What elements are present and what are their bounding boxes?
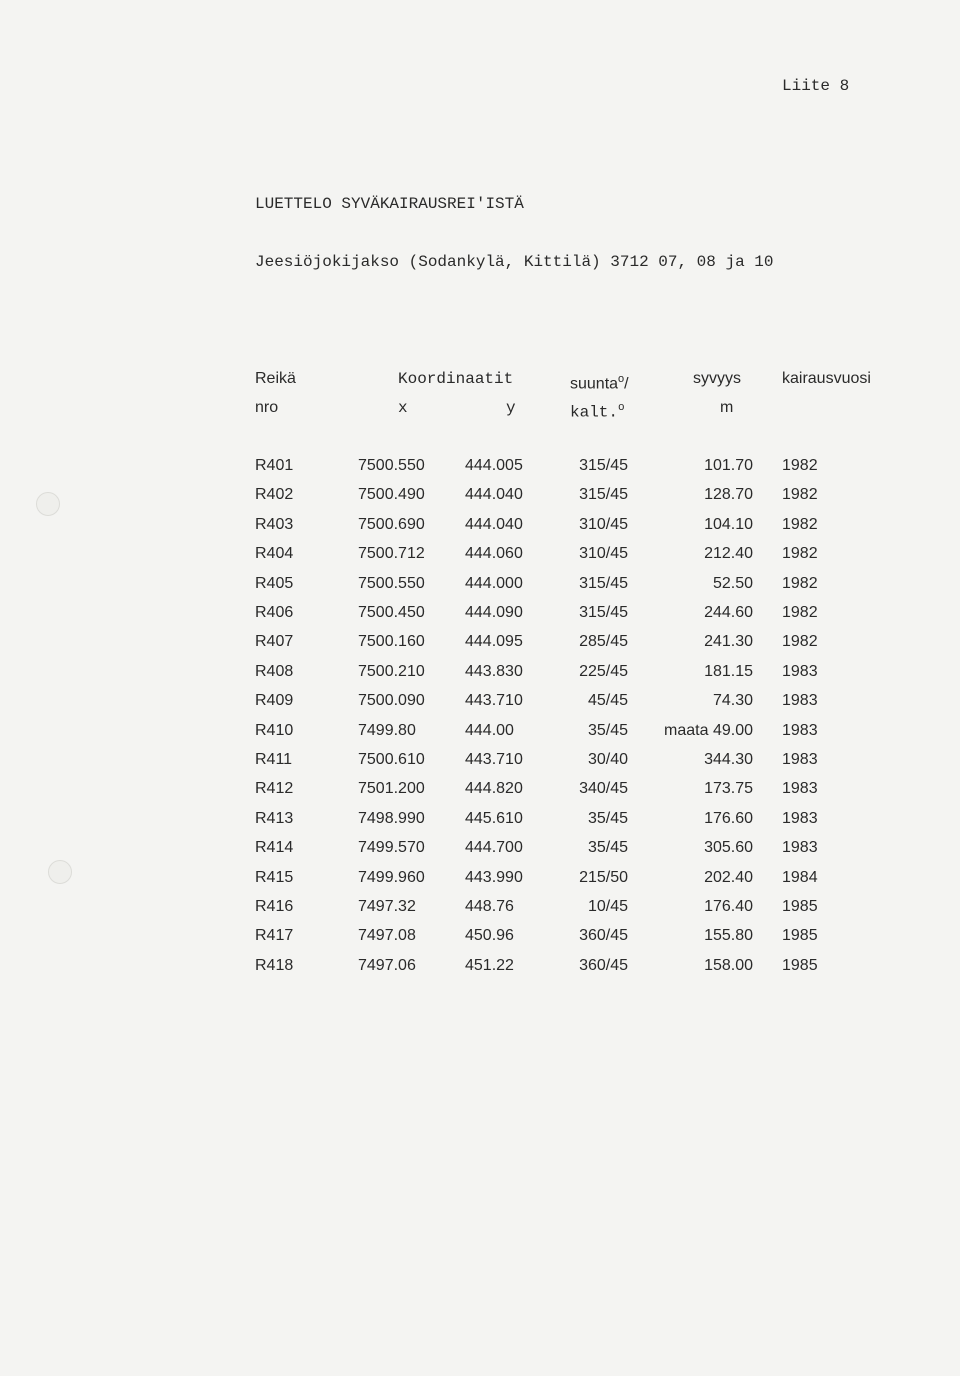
cell-y: 443.830 bbox=[465, 663, 523, 680]
cell-x: 7500.210 bbox=[358, 663, 425, 680]
cell-y: 444.060 bbox=[465, 545, 523, 562]
cell-depth: 74.30 bbox=[712, 692, 753, 709]
cell-hole-id: R415 bbox=[255, 869, 294, 886]
header-depth: syvyys bbox=[693, 370, 741, 387]
cell-hole-id: R416 bbox=[255, 898, 294, 915]
cell-direction: 225/45 bbox=[579, 663, 628, 680]
cell-hole-id: R412 bbox=[255, 780, 294, 797]
cell-x: 7500.550 bbox=[358, 457, 425, 474]
header-hole: Reikä bbox=[255, 370, 296, 387]
document-subtitle: Jeesiöjokijakso (Sodankylä, Kittilä) 3712 07, 08 ja 10 bbox=[255, 253, 774, 271]
header-number: nro bbox=[255, 399, 279, 416]
header-direction-slash: / bbox=[624, 375, 629, 393]
cell-hole-id: R417 bbox=[255, 927, 294, 944]
header-depth-unit: m bbox=[720, 399, 734, 416]
cell-depth: 202.40 bbox=[704, 869, 753, 886]
cell-depth: 128.70 bbox=[704, 486, 753, 503]
cell-y: 444.040 bbox=[465, 516, 523, 533]
header-direction-text: suunta bbox=[570, 375, 619, 393]
cell-y: 450.96 bbox=[465, 927, 514, 944]
cell-x: 7500.160 bbox=[358, 633, 425, 650]
cell-year: 1982 bbox=[782, 633, 818, 650]
cell-x: 7500.450 bbox=[358, 604, 425, 621]
cell-year: 1983 bbox=[782, 839, 818, 856]
cell-hole-id: R407 bbox=[255, 633, 294, 650]
punch-hole-top bbox=[36, 492, 60, 516]
cell-y: 444.040 bbox=[465, 486, 523, 503]
cell-y: 444.00 bbox=[465, 722, 514, 739]
cell-y: 444.095 bbox=[465, 633, 523, 650]
cell-year: 1983 bbox=[782, 692, 818, 709]
cell-x: 7500.550 bbox=[358, 575, 425, 592]
cell-direction: 30/40 bbox=[587, 751, 628, 768]
cell-hole-id: R403 bbox=[255, 516, 294, 533]
annex-label: Liite 8 bbox=[782, 77, 850, 95]
cell-depth: 181.15 bbox=[704, 663, 753, 680]
cell-year: 1984 bbox=[782, 869, 818, 886]
cell-x: 7499.570 bbox=[358, 839, 425, 856]
cell-x: 7499.80 bbox=[358, 722, 416, 739]
cell-direction: 315/45 bbox=[579, 457, 628, 474]
cell-direction: 340/45 bbox=[579, 780, 628, 797]
cell-y: 443.710 bbox=[465, 751, 523, 768]
cell-direction: 10/45 bbox=[587, 898, 628, 915]
cell-hole-id: R410 bbox=[255, 722, 294, 739]
cell-direction: 315/45 bbox=[579, 604, 628, 621]
cell-direction: 35/45 bbox=[587, 839, 628, 856]
cell-hole-id: R413 bbox=[255, 810, 294, 827]
degree-sup: o bbox=[618, 373, 625, 385]
cell-direction: 285/45 bbox=[579, 633, 628, 650]
header-y: y bbox=[506, 399, 516, 417]
cell-year: 1983 bbox=[782, 663, 818, 680]
cell-year: 1982 bbox=[782, 575, 818, 592]
cell-depth: 176.40 bbox=[704, 898, 753, 915]
cell-y: 444.005 bbox=[465, 457, 523, 474]
cell-hole-id: R418 bbox=[255, 957, 294, 974]
cell-depth: 212.40 bbox=[704, 545, 753, 562]
cell-hole-id: R405 bbox=[255, 575, 294, 592]
cell-x: 7500.712 bbox=[358, 545, 425, 562]
cell-depth: 155.80 bbox=[704, 927, 753, 944]
cell-hole-id: R402 bbox=[255, 486, 294, 503]
cell-x: 7500.610 bbox=[358, 751, 425, 768]
document-title: LUETTELO SYVÄKAIRAUSREI'ISTÄ bbox=[255, 195, 524, 213]
cell-direction: 35/45 bbox=[587, 722, 628, 739]
cell-year: 1982 bbox=[782, 516, 818, 533]
cell-y: 451.22 bbox=[465, 957, 514, 974]
cell-depth: 158.00 bbox=[704, 957, 753, 974]
cell-x: 7500.090 bbox=[358, 692, 425, 709]
cell-depth: 104.10 bbox=[704, 516, 753, 533]
cell-year: 1983 bbox=[782, 751, 818, 768]
cell-x: 7499.960 bbox=[358, 869, 425, 886]
cell-direction: 310/45 bbox=[579, 545, 628, 562]
cell-year: 1982 bbox=[782, 545, 818, 562]
cell-direction: 45/45 bbox=[587, 692, 628, 709]
cell-hole-id: R406 bbox=[255, 604, 294, 621]
header-x: x bbox=[398, 399, 408, 417]
cell-depth: 305.60 bbox=[704, 839, 753, 856]
cell-year: 1985 bbox=[782, 898, 818, 915]
cell-y: 448.76 bbox=[465, 898, 514, 915]
cell-x: 7497.06 bbox=[358, 957, 416, 974]
cell-direction: 360/45 bbox=[579, 957, 628, 974]
cell-depth: 176.60 bbox=[704, 810, 753, 827]
cell-depth: maata 49.00 bbox=[664, 722, 753, 739]
header-direction bbox=[570, 369, 629, 394]
cell-depth: 241.30 bbox=[704, 633, 753, 650]
cell-direction: 35/45 bbox=[587, 810, 628, 827]
cell-direction: 315/45 bbox=[579, 575, 628, 592]
cell-hole-id: R408 bbox=[255, 663, 294, 680]
cell-direction: 310/45 bbox=[579, 516, 628, 533]
punch-hole-bottom bbox=[48, 860, 72, 884]
cell-hole-id: R401 bbox=[255, 457, 294, 474]
cell-x: 7497.32 bbox=[358, 898, 416, 915]
cell-year: 1985 bbox=[782, 927, 818, 944]
cell-hole-id: R404 bbox=[255, 545, 294, 562]
degree-sup: o bbox=[618, 402, 625, 414]
cell-x: 7500.490 bbox=[358, 486, 425, 503]
cell-depth: 101.70 bbox=[704, 457, 753, 474]
cell-y: 444.000 bbox=[465, 575, 523, 592]
cell-year: 1982 bbox=[782, 604, 818, 621]
cell-year: 1983 bbox=[782, 722, 818, 739]
cell-year: 1983 bbox=[782, 780, 818, 797]
cell-year: 1983 bbox=[782, 810, 818, 827]
cell-x: 7500.690 bbox=[358, 516, 425, 533]
header-year: kairausvuosi bbox=[782, 370, 871, 387]
cell-y: 444.090 bbox=[465, 604, 523, 621]
cell-year: 1982 bbox=[782, 457, 818, 474]
cell-depth: 52.50 bbox=[712, 575, 753, 592]
header-inclination-text: kalt. bbox=[570, 403, 619, 422]
cell-direction: 215/50 bbox=[579, 869, 628, 886]
cell-direction: 360/45 bbox=[579, 927, 628, 944]
cell-y: 443.990 bbox=[465, 869, 523, 886]
cell-depth: 344.30 bbox=[704, 751, 753, 768]
cell-hole-id: R414 bbox=[255, 839, 294, 856]
header-inclination bbox=[570, 398, 625, 422]
cell-y: 443.710 bbox=[465, 692, 523, 709]
cell-x: 7501.200 bbox=[358, 780, 425, 797]
cell-y: 444.820 bbox=[465, 780, 523, 797]
cell-hole-id: R409 bbox=[255, 692, 294, 709]
cell-y: 445.610 bbox=[465, 810, 523, 827]
cell-hole-id: R411 bbox=[255, 751, 293, 768]
header-coordinates: Koordinaatit bbox=[398, 370, 514, 388]
cell-y: 444.700 bbox=[465, 839, 523, 856]
cell-year: 1982 bbox=[782, 486, 818, 503]
cell-x: 7497.08 bbox=[358, 927, 416, 944]
cell-depth: 244.60 bbox=[704, 604, 753, 621]
cell-year: 1985 bbox=[782, 957, 818, 974]
cell-x: 7498.990 bbox=[358, 810, 425, 827]
cell-depth: 173.75 bbox=[704, 780, 753, 797]
cell-direction: 315/45 bbox=[579, 486, 628, 503]
